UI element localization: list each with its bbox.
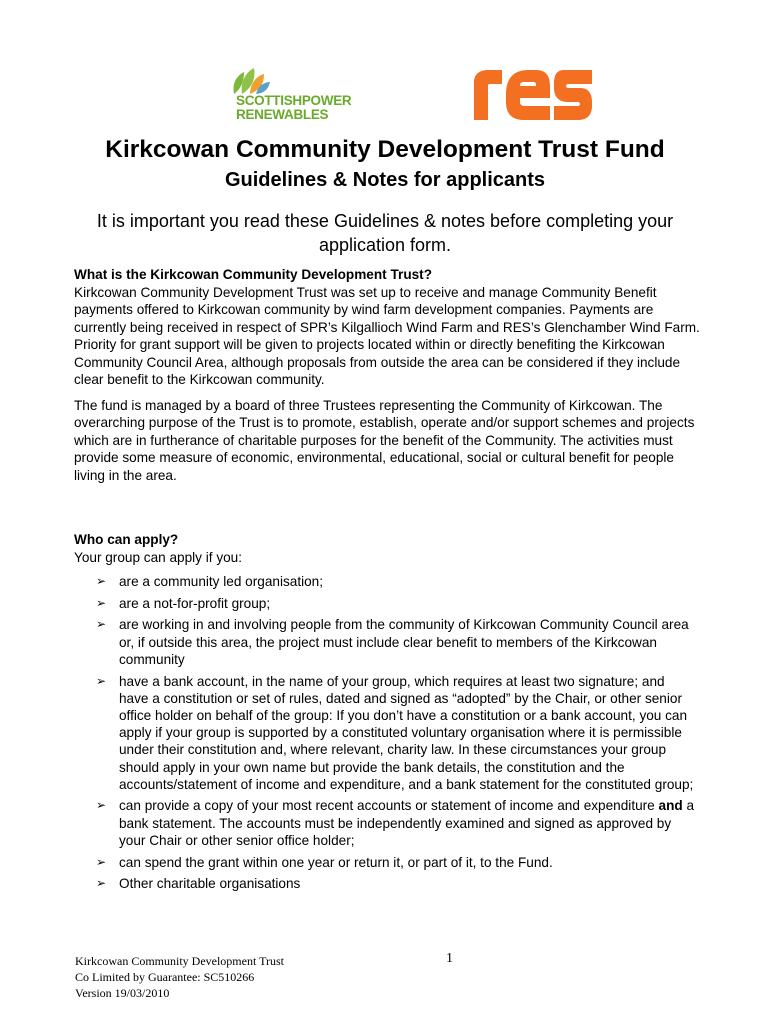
list-item: ➢ have a bank account, in the name of your group, which requires at least two signature; and have a constitution or set of rules, dated and signed as “adopted” by the Chair, or other senior office holder on behalf of the group: If you don’t have a constitution or a bank account, you can apply if your group is supported by a constituted voluntary organisation where it is permissible under their constitution and, where relevant, charity law. In these circumstances your group should apply in your own name but provide the bank details, the constitution and the accounts/statement of income and expenditure, and a bank statement for the constituted group;: [96, 673, 694, 792]
logo-text-line2: RENEWABLES: [236, 107, 329, 122]
footer: [75, 953, 284, 1001]
arrow-bullet-icon: ➢: [96, 673, 107, 688]
list-item: ➢ can provide a copy of your most recent accounts or statement of income and expenditure and a bank statement. The accounts must be independently examined and signed as approved by your Chair or other senior office holder;: [96, 798, 695, 848]
logo-text-line1: SCOTTISHPOWER: [236, 93, 352, 108]
eligibility-list: [96, 573, 696, 897]
res-logo: [472, 68, 594, 120]
intro-notice: It is important you read these Guidelines & notes before completing your application form.: [96, 211, 674, 255]
arrow-bullet-icon: ➢: [96, 876, 107, 891]
footer-company: Co Limited by Guarantee: SC510266: [75, 970, 255, 984]
arrow-bullet-icon: ➢: [96, 854, 107, 869]
document-subtitle: Guidelines & Notes for applicants: [224, 169, 546, 191]
who-can-apply-lead: Your group can apply if you:: [74, 549, 243, 565]
footer-org: Kirkcowan Community Development Trust: [75, 954, 284, 968]
list-item: ➢ Other charitable organisations: [96, 876, 301, 892]
list-item: ➢ can spend the grant within one year or return it, or part of it, to the Fund.: [96, 854, 553, 870]
leaves-icon: [230, 66, 270, 96]
what-is-paragraph-2: The fund is managed by a board of three Trustees representing the Community of Kirkcowan. The overarching purpose of the Trust is to promote, establish, operate and/or support schemes and projects which are in furtherance of charitable purposes for the benefit of the Community. The activities must provide some measure of economic, environmental, educational, social or cultural benefit for people living in the area.: [74, 397, 695, 483]
arrow-bullet-icon: ➢: [96, 574, 107, 588]
who-can-apply-heading: Who can apply?: [74, 532, 179, 547]
document-title: Kirkcowan Community Development Trust Fund: [105, 136, 665, 163]
what-is-heading: What is the Kirkcowan Community Development Trust?: [74, 267, 433, 282]
list-item: ➢ are a community led organisation;: [96, 574, 324, 589]
arrow-bullet-icon: ➢: [96, 595, 107, 610]
footer-version: Version 19/03/2010: [75, 986, 170, 1000]
what-is-section: [74, 266, 704, 484]
list-item: ➢ are a not-for-profit group;: [96, 595, 271, 611]
what-is-paragraph-1: Kirkcowan Community Development Trust was set up to receive and manage Community Benefit payments offered to Kirkcowan community by wind farm development companies. Payments are currently being received in respect of SPR’s Kilgallioch Wind Farm and RES’s Glenchamber Wind Farm. Priority for grant support will be given to projects located within or directly benefiting the Kirkcowan Community Council Area, although proposals from outside the area can be considered if they include clear benefit to the Kirkcowan community.: [74, 284, 700, 387]
arrow-bullet-icon: ➢: [96, 617, 107, 632]
page-number: 1: [446, 951, 453, 966]
scottishpower-renewables-logo: [228, 66, 368, 124]
list-item: ➢ are working in and involving people from the community of Kirkcowan Community Council area or, if outside this area, the project must include clear benefit to members of the Kirkcowan community: [96, 617, 689, 667]
who-can-apply-section: [74, 531, 704, 566]
arrow-bullet-icon: ➢: [96, 798, 107, 813]
